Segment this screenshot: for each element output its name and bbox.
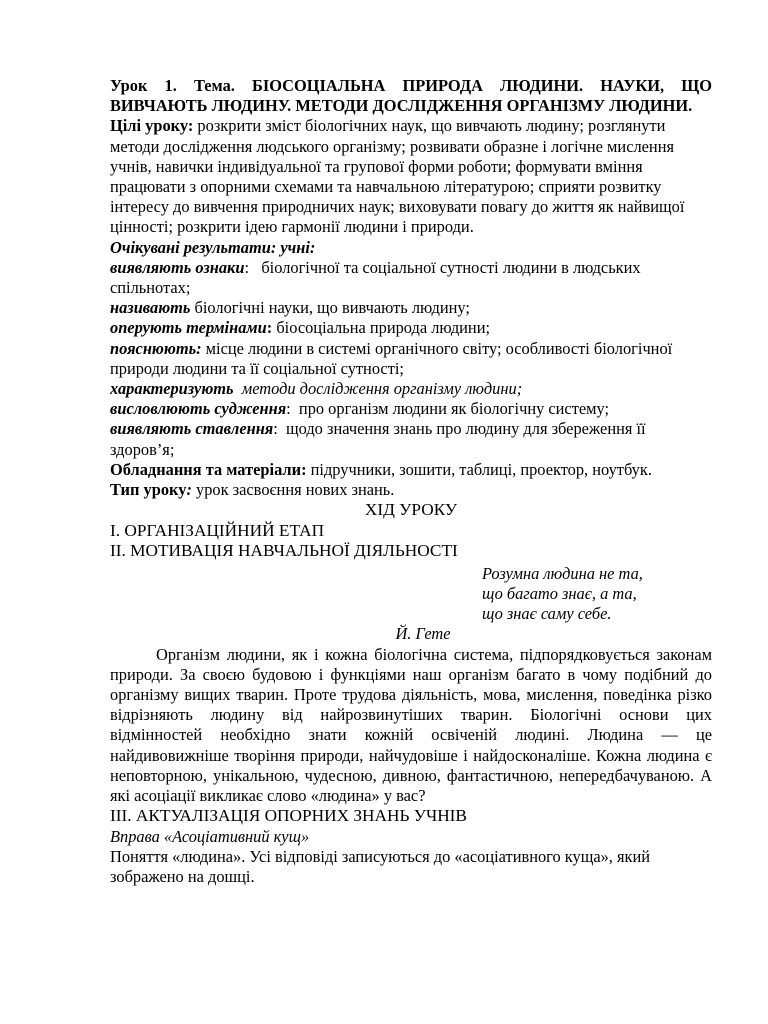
exercise-title: Вправа «Асоціативний кущ» xyxy=(110,826,310,846)
result-separator: : xyxy=(273,419,278,439)
result-text: методи дослідження організму людини; xyxy=(241,379,523,399)
result-item xyxy=(110,318,712,338)
result-text: біологічні науки, що вивчають людину; xyxy=(194,298,470,318)
result-label: оперують термінами xyxy=(110,318,267,338)
result-label: виявляють ставлення xyxy=(110,419,274,439)
stage-heading: І. ОРГАНІЗАЦІЙНИЙ ЕТАП xyxy=(110,520,325,540)
result-separator: : xyxy=(286,399,291,419)
result-item xyxy=(110,339,712,379)
result-label: називають xyxy=(110,298,191,318)
result-item xyxy=(110,258,712,298)
lesson-title xyxy=(110,76,712,116)
epigraph xyxy=(110,564,712,645)
result-separator: : xyxy=(244,257,250,277)
result-label: виявляють ознаки xyxy=(110,257,245,277)
stage-heading: ІІІ. АКТУАЛІЗАЦІЯ ОПОРНИХ ЗНАНЬ УЧНІВ xyxy=(110,806,467,826)
lesson-type-label: Тип уроку xyxy=(110,480,187,500)
result-text: про організм людини як біологічну систему; xyxy=(298,399,610,419)
lesson-type xyxy=(110,480,712,500)
equipment xyxy=(110,460,712,480)
epigraph-line: що багато знає, а та, xyxy=(482,583,637,603)
stage-heading: ІІ. МОТИВАЦІЯ НАВЧАЛЬНОЇ ДІЯЛЬНОСТІ xyxy=(110,541,458,561)
result-item xyxy=(110,379,712,399)
result-label: висловлюють судження xyxy=(110,399,287,419)
result-separator: : xyxy=(266,318,273,338)
goals-text: розкрити зміст біологічних наук, що вивчають людину; розглянути методи дослідження людського організму; розвивати образне і логічне мислення учнів, навички індивідуальної та групової форми роботи; формувати вміння працювати з опорними схемами та навчальною літературою; сприяти розвитку інтересу до вивчення природничих наук; виховувати повагу до життя як найвищої цінності; розкрити ідею гармонії людини і природи. xyxy=(110,116,685,237)
motivation-paragraph: Організм людини, як і кожна біологічна система, підпорядковується законам природи. За своєю будовою і функціями наш організм багато в чому подібний до організму вищих тварин. Проте трудова діяльність, мова, мислення, поведінка різко відрізняють людину від найрозвинутіших тварин. Біологічні основи цих відмінностей необхідно знати кожній освіченій людині. Людина — це найдивовижніше творіння природи, найчудовіше і найдосконаліше. Кожна людина є неповторною, унікальною, чудесною, дивною, фантастичною, непередбачуваною. А які асоціації викликає слово «людина» у вас? xyxy=(110,644,712,805)
result-text: біологічної та соціальної сутності людини в людських спільнотах; xyxy=(110,257,641,298)
lesson-theme: БІОСОЦІАЛЬНА ПРИРОДА ЛЮДИНИ. НАУКИ, ЩО ВИВЧАЮТЬ ЛЮДИНУ. МЕТОДИ ДОСЛІДЖЕННЯ ОРГАНІЗМУ ЛЮДИНИ. xyxy=(110,76,712,116)
lesson-number: Урок 1. Тема. xyxy=(110,76,235,95)
epigraph-line: Розумна людина не та, xyxy=(482,563,643,583)
result-text: біосоціальна природа людини; xyxy=(276,318,491,338)
result-text: місце людини в системі органічного світу; особливості біологічної природи людини та її соціальної сутності; xyxy=(110,338,673,378)
lesson-type-text: урок засвоєння нових знань. xyxy=(196,480,395,500)
goals-label: Цілі уроку: xyxy=(110,116,194,136)
result-item xyxy=(110,399,712,419)
result-label: характеризують xyxy=(110,379,234,399)
equipment-label: Обладнання та матеріали xyxy=(110,459,302,479)
epigraph-author: Й. Гете xyxy=(395,624,451,644)
lesson-goals xyxy=(110,116,712,237)
results-heading: Очікувані результати: учні: xyxy=(110,237,316,257)
epigraph-line: що знає саму себе. xyxy=(482,604,612,624)
lesson-plan xyxy=(110,76,712,887)
equipment-separator: : xyxy=(301,459,307,479)
result-item xyxy=(110,419,712,459)
course-heading: ХІД УРОКУ xyxy=(364,500,458,520)
equipment-text: підручники, зошити, таблиці, проектор, ноутбук. xyxy=(310,459,652,479)
result-item xyxy=(110,298,712,318)
lesson-type-separator: : xyxy=(186,480,192,500)
result-text: щодо значення знань про людину для збереження її здоров’я; xyxy=(110,419,646,459)
result-label: пояснюють: xyxy=(110,338,202,358)
exercise-text: Поняття «людина». Усі відповіді записуються до «асоціативного куща», який зображено на дошці. xyxy=(110,846,651,887)
